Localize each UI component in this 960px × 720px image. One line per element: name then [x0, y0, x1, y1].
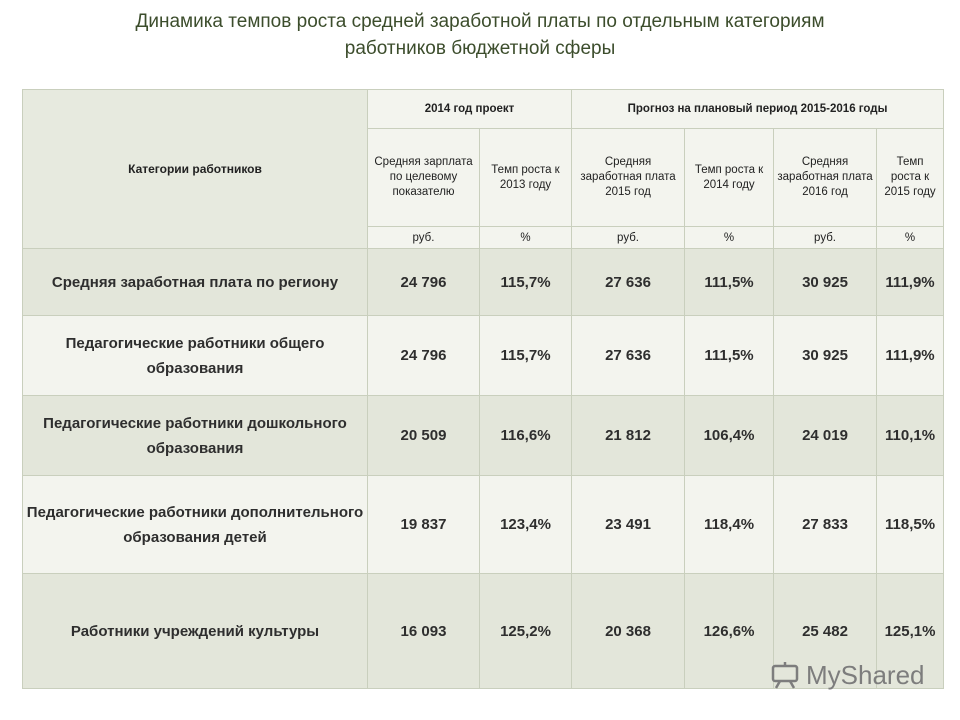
cell-value: 111,5%	[685, 249, 774, 316]
cell-value: 30 925	[774, 316, 877, 396]
cell-value: 19 837	[368, 476, 480, 574]
row-category: Педагогические работники дошкольного образования	[23, 396, 368, 476]
cell-value: 30 925	[774, 249, 877, 316]
sub-header: Темп роста к 2013 году	[480, 129, 572, 227]
cell-value: 118,4%	[685, 476, 774, 574]
unit-label: руб.	[774, 227, 877, 249]
unit-label: руб.	[368, 227, 480, 249]
cell-value: 20 509	[368, 396, 480, 476]
table-row	[23, 396, 944, 476]
salary-table	[22, 89, 944, 689]
cell-value: 16 093	[368, 574, 480, 689]
cell-value: 27 833	[774, 476, 877, 574]
cell-value: 116,6%	[480, 396, 572, 476]
cell-value: 20 368	[572, 574, 685, 689]
cell-value: 24 796	[368, 316, 480, 396]
cell-value: 25 482	[774, 574, 877, 689]
cell-value: 125,2%	[480, 574, 572, 689]
cell-value: 123,4%	[480, 476, 572, 574]
cell-value: 106,4%	[685, 396, 774, 476]
title-line-1: Динамика темпов роста средней заработной платы по отдельным категориям	[135, 11, 825, 32]
category-column-header: Категории работников	[23, 90, 368, 249]
unit-label: %	[480, 227, 572, 249]
watermark	[770, 655, 940, 695]
cell-value: 111,5%	[685, 316, 774, 396]
cell-value: 115,7%	[480, 249, 572, 316]
unit-label: %	[685, 227, 774, 249]
cell-value: 24 796	[368, 249, 480, 316]
group-header-forecast: Прогноз на плановый период 2015-2016 годы	[572, 90, 944, 129]
row-category: Педагогические работники дополнительного образования детей	[23, 476, 368, 574]
page-title	[0, 8, 960, 62]
unit-label: руб.	[572, 227, 685, 249]
table-row	[23, 316, 944, 396]
cell-value: 27 636	[572, 249, 685, 316]
cell-value: 23 491	[572, 476, 685, 574]
presentation-board-icon	[770, 660, 800, 690]
cell-value: 125,1%	[877, 574, 944, 689]
cell-value: 126,6%	[685, 574, 774, 689]
sub-header: Средняя заработная плата 2015 год	[572, 129, 685, 227]
unit-label: %	[877, 227, 944, 249]
sub-header: Средняя зарплата по целевому показателю	[368, 129, 480, 227]
cell-value: 111,9%	[877, 316, 944, 396]
cell-value: 27 636	[572, 316, 685, 396]
cell-value: 24 019	[774, 396, 877, 476]
sub-header: Темп роста к 2014 году	[685, 129, 774, 227]
cell-value: 118,5%	[877, 476, 944, 574]
sub-header: Темп роста к 2015 году	[877, 129, 944, 227]
cell-value: 110,1%	[877, 396, 944, 476]
sub-header: Средняя заработная плата 2016 год	[774, 129, 877, 227]
cell-value: 21 812	[572, 396, 685, 476]
title-line-2: работников бюджетной сферы	[344, 38, 616, 59]
cell-value: 111,9%	[877, 249, 944, 316]
table-row	[23, 476, 944, 574]
row-category: Средняя заработная плата по региону	[23, 249, 368, 316]
cell-value: 115,7%	[480, 316, 572, 396]
table-row	[23, 249, 944, 316]
row-category: Работники учреждений культуры	[23, 574, 368, 689]
row-category: Педагогические работники общего образования	[23, 316, 368, 396]
group-header-2014: 2014 год проект	[368, 90, 572, 129]
watermark-text: MyShared	[806, 659, 925, 690]
